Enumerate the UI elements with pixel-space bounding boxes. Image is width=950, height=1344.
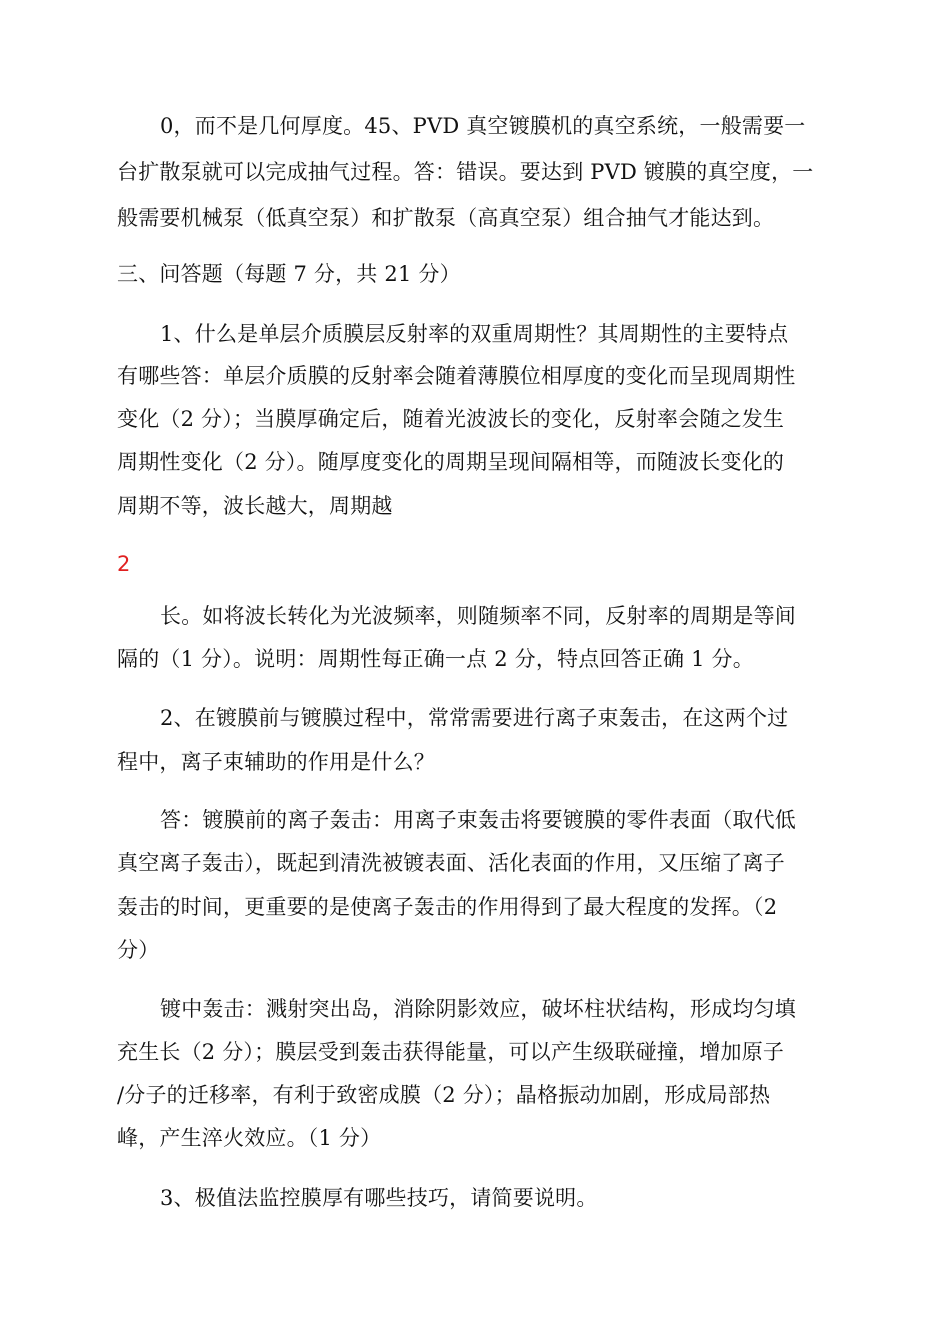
text-line: 台扩散泵就可以完成抽气过程。答：错误。要达到 PVD 镀膜的真空度，一 xyxy=(117,160,814,184)
page-number: 2 xyxy=(117,552,131,576)
text-line: 长。如将波长转化为光波频率，则随频率不同，反射率的周期是等间 xyxy=(160,604,796,628)
text-line: /分子的迁移率，有利于致密成膜（2 分）；晶格振动加剧，形成局部热 xyxy=(117,1083,771,1107)
text-line: 1、什么是单层介质膜层反射率的双重周期性？其周期性的主要特点 xyxy=(160,322,789,346)
text-line: 峰，产生淬火效应。（1 分） xyxy=(117,1126,382,1150)
text-line: 真空离子轰击），既起到清洗被镀表面、活化表面的作用，又压缩了离子 xyxy=(117,851,785,875)
text-line: 2、在镀膜前与镀膜过程中，常常需要进行离子束轰击，在这两个过 xyxy=(160,706,789,730)
text-line: 镀中轰击：溅射突出岛，消除阴影效应，破坏柱状结构，形成均匀填 xyxy=(160,997,796,1021)
section-heading: 三、问答题（每题 7 分，共 21 分） xyxy=(117,262,461,286)
text-line: 3、极值法监控膜厚有哪些技巧，请简要说明。 xyxy=(160,1186,598,1210)
text-line: 变化（2 分）；当膜厚确定后，随着光波波长的变化，反射率会随之发生 xyxy=(117,407,785,431)
text-line: 充生长（2 分）；膜层受到轰击获得能量，可以产生级联碰撞，增加原子 xyxy=(117,1040,785,1064)
text-line: 般需要机械泵（低真空泵）和扩散泵（高真空泵）组合抽气才能达到。 xyxy=(117,206,775,230)
text-line: 周期不等，波长越大，周期越 xyxy=(117,494,393,518)
text-line: 分） xyxy=(117,938,160,962)
text-line: 轰击的时间，更重要的是使离子轰击的作用得到了最大程度的发挥。（2 xyxy=(117,895,778,919)
text-line: 有哪些答：单层介质膜的反射率会随着薄膜位相厚度的变化而呈现周期性 xyxy=(117,364,796,388)
text-line: 隔的（1 分）。说明：周期性每正确一点 2 分，特点回答正确 1 分。 xyxy=(117,647,754,671)
text-line: 答：镀膜前的离子轰击：用离子束轰击将要镀膜的零件表面（取代低 xyxy=(160,808,796,832)
text-line: 周期性变化（2 分）。随厚度变化的周期呈现间隔相等，而随波长变化的 xyxy=(117,450,785,474)
text-line: 程中，离子束辅助的作用是什么？ xyxy=(117,750,435,774)
text-line: 0，而不是几何厚度。45、PVD 真空镀膜机的真空系统，一般需要一 xyxy=(160,114,806,138)
